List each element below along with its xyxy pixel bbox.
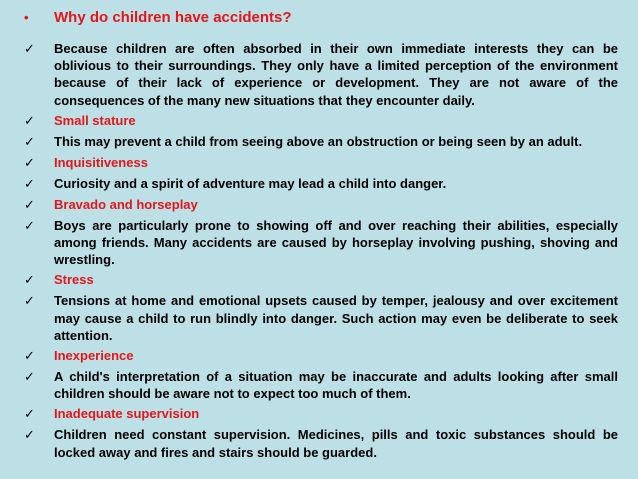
item-text-intro: Because children are often absorbed in their own immediate interests they can be oblivious to their surroundings. They only have a limited perception of the environment because of their lack of experience or development. They are not aware of the consequences of the many new situations that they encounter daily.	[54, 41, 618, 108]
checkmark-icon: ✓	[24, 349, 35, 365]
checkmark-icon: ✓	[24, 176, 35, 192]
item-heading-stress: Stress	[54, 272, 94, 288]
list-item	[24, 426, 618, 460]
list-item	[24, 292, 618, 344]
list-item	[24, 347, 618, 365]
list-item	[24, 154, 618, 172]
checkmark-icon: ✓	[24, 42, 35, 57]
list-item	[24, 271, 618, 289]
slide-heading	[24, 9, 292, 26]
list-item	[24, 368, 618, 402]
checkmark-icon: ✓	[24, 428, 35, 444]
checkmark-icon: ✓	[24, 294, 35, 310]
item-heading-supervision: Inadequate supervision	[54, 406, 200, 422]
item-text-small-stature: This may prevent a child from seeing above an obstruction or being seen by an adult.	[54, 133, 583, 149]
item-text-inquisitiveness: Curiosity and a spirit of adventure may lead a child into danger.	[54, 175, 447, 191]
bullet-list	[24, 40, 618, 461]
list-item	[24, 405, 618, 423]
item-heading-small-stature: Small stature	[54, 112, 136, 128]
heading-text: Why do children have accidents?	[54, 9, 292, 26]
list-item	[24, 196, 618, 214]
checkmark-icon: ✓	[24, 273, 35, 289]
checkmark-icon: ✓	[24, 407, 35, 423]
list-item	[24, 112, 618, 130]
checkmark-icon: ✓	[24, 134, 35, 150]
checkmark-icon: ✓	[24, 197, 35, 213]
checkmark-icon: ✓	[24, 113, 35, 129]
checkmark-icon: ✓	[24, 370, 35, 386]
item-heading-bravado: Bravado and horseplay	[54, 196, 198, 212]
item-text-bravado: Boys are particularly prone to showing off and over reaching their abilities, especially among friends. Many accidents are caused by horseplay involving pushing, shoving and wrestling.	[54, 217, 618, 268]
item-text-inexperience: A child's interpretation of a situation may be inaccurate and adults looking after small children should be aware not to expect too much of them.	[54, 369, 618, 402]
heading-bullet: •	[24, 10, 29, 25]
list-item	[24, 175, 618, 193]
item-text-stress: Tensions at home and emotional upsets caused by temper, jealousy and over excitement may cause a child to run blindly into danger. Such action may even be deliberate to seek attention.	[54, 293, 618, 343]
checkmark-icon: ✓	[24, 218, 35, 234]
checkmark-icon: ✓	[24, 155, 35, 171]
list-item	[24, 40, 618, 109]
item-text-supervision: Children need constant supervision. Medicines, pills and toxic substances should be locked away and fires and stairs should be guarded.	[54, 427, 618, 460]
item-heading-inexperience: Inexperience	[54, 348, 134, 364]
item-heading-inquisitiveness: Inquisitiveness	[54, 154, 148, 170]
list-item	[24, 133, 618, 151]
list-item	[24, 217, 618, 269]
